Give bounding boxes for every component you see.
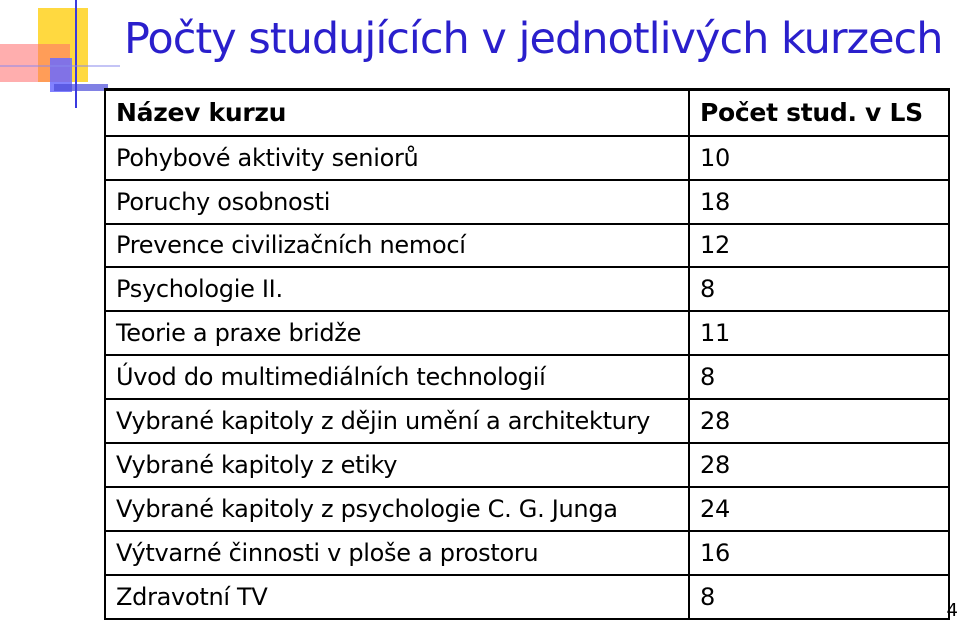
student-count: 16 — [689, 531, 949, 575]
table-row — [105, 267, 949, 311]
table-row — [105, 355, 949, 399]
student-count: 10 — [689, 136, 949, 180]
table-header-row — [105, 90, 949, 136]
table-row — [105, 224, 949, 268]
student-count: 8 — [689, 575, 949, 619]
header-course-name: Název kurzu — [105, 90, 689, 136]
course-name: Prevence civilizačních nemocí — [105, 224, 689, 268]
table-row — [105, 399, 949, 443]
table-row — [105, 487, 949, 531]
course-name: Vybrané kapitoly z etiky — [105, 443, 689, 487]
student-count: 28 — [689, 443, 949, 487]
course-name: Výtvarné činnosti v ploše a prostoru — [105, 531, 689, 575]
table-row — [105, 311, 949, 355]
student-count: 12 — [689, 224, 949, 268]
table-row — [105, 180, 949, 224]
student-count: 28 — [689, 399, 949, 443]
table-row — [105, 443, 949, 487]
courses-table — [104, 88, 950, 620]
table-row — [105, 136, 949, 180]
course-name: Teorie a praxe bridže — [105, 311, 689, 355]
page-number: 4 — [946, 600, 958, 621]
course-name: Úvod do multimediálních technologií — [105, 355, 689, 399]
course-name: Poruchy osobnosti — [105, 180, 689, 224]
table-row — [105, 531, 949, 575]
course-name: Vybrané kapitoly z psychologie C. G. Junga — [105, 487, 689, 531]
course-name: Zdravotní TV — [105, 575, 689, 619]
header-student-count: Počet stud. v LS — [689, 90, 949, 136]
course-name: Vybrané kapitoly z dějin umění a architektury — [105, 399, 689, 443]
student-count: 8 — [689, 267, 949, 311]
course-name: Psychologie II. — [105, 267, 689, 311]
student-count: 11 — [689, 311, 949, 355]
student-count: 8 — [689, 355, 949, 399]
table-row — [105, 575, 949, 619]
course-name: Pohybové aktivity seniorů — [105, 136, 689, 180]
slide-title: Počty studujících v jednotlivých kurzech — [124, 14, 943, 64]
student-count: 18 — [689, 180, 949, 224]
student-count: 24 — [689, 487, 949, 531]
